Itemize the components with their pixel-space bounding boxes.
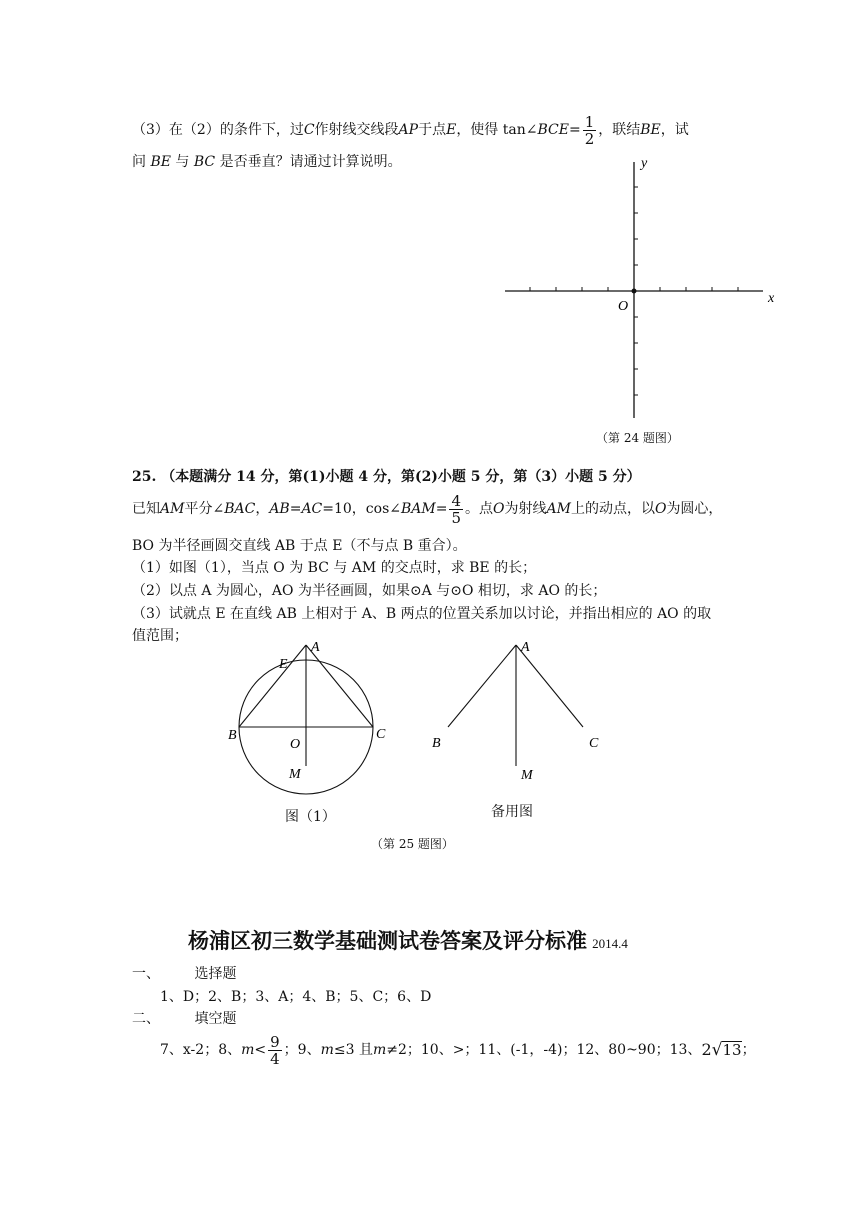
q24-var: C — [303, 122, 315, 138]
q25-text: 为射线 — [504, 501, 547, 517]
q24-text: ，使得 tan∠ — [456, 122, 538, 138]
answer-text: ； — [741, 1042, 756, 1058]
q24-part3-line2 — [132, 152, 402, 172]
section-number: 一、 — [132, 966, 160, 982]
q25-figure-1 — [220, 636, 420, 796]
q24-text: 作射线交线段 — [314, 122, 399, 138]
fraction-one-half — [583, 114, 597, 147]
section-1-answers: 1、D；2、B；3、A；4、B；5、C；6、D — [160, 989, 432, 1005]
answer-var: m — [241, 1042, 255, 1058]
fraction-denominator: 4 — [270, 1049, 280, 1068]
axis-label-y: y — [641, 156, 648, 171]
radical-coefficient: 2 — [701, 1040, 712, 1059]
label-a: A — [311, 640, 320, 655]
q24-caption: （第 24 题图） — [596, 431, 679, 445]
answer-text: ；10、>；11、(-1，-4)；12、80~90；13、 — [406, 1042, 702, 1058]
label-e: E — [279, 657, 288, 672]
q25-var: AM — [546, 501, 571, 517]
spare-figure-caption: 备用图 — [491, 804, 533, 820]
answers-date: 2014.4 — [592, 936, 628, 951]
origin-dot — [632, 289, 637, 294]
q25-text: =10，cos∠ — [322, 501, 401, 517]
section-title: 填空题 — [194, 1011, 237, 1027]
q24-text: 于点 — [418, 122, 447, 138]
q25-spare-figure — [420, 636, 620, 796]
q25-subq3: （3）试就点 E 在直线 AB 上相对于 A、B 两点的位置关系加以讨论，并指出相应的 AO 的取 — [132, 606, 712, 622]
section-1-heading — [132, 964, 236, 984]
label-b: B — [432, 736, 441, 751]
section-number: 二、 — [132, 1011, 160, 1027]
q25-header: 25. （本题满分 14 分，第(1)小题 4 分，第(2)小题 5 分，第（3）小题 5 分） — [132, 469, 641, 485]
q25-text: 为圆心， — [666, 501, 723, 517]
answer-text: ；9、 — [283, 1042, 321, 1058]
segment-ab — [239, 645, 306, 727]
q25-text: 上的动点，以 — [570, 501, 655, 517]
q25-var: O — [654, 501, 667, 517]
fig1-caption: 图（1） — [285, 809, 336, 825]
q24-text: 问 — [132, 154, 151, 170]
q24-var: AP — [398, 122, 419, 138]
fraction-numerator: 4 — [451, 491, 462, 510]
q24-coordinate-figure — [495, 152, 795, 422]
q24-text: = — [568, 122, 581, 138]
answer-text: < — [254, 1042, 267, 1058]
label-o: O — [290, 737, 301, 752]
q24-var: BE — [640, 122, 661, 138]
answer-text: ≠2 — [386, 1042, 407, 1058]
fraction-nine-fourths — [268, 1034, 282, 1067]
q24-text: ，试 — [660, 122, 689, 138]
answer-var: m — [320, 1042, 334, 1058]
q25-caption: （第 25 题图） — [371, 837, 454, 851]
q25-var: AM — [160, 501, 185, 517]
ray-ab — [448, 645, 516, 727]
q25-var: AB=AC — [269, 501, 323, 517]
fraction-four-fifths — [449, 493, 463, 526]
sqrt-icon: √ — [711, 1040, 723, 1060]
answers-title: 杨浦区初三数学基础测试卷答案及评分标准 — [188, 929, 587, 953]
q24-var: BC — [193, 154, 216, 170]
axis-label-x: x — [768, 291, 775, 306]
label-b: B — [228, 728, 237, 743]
label-a: A — [521, 640, 530, 655]
q25-line1 — [132, 490, 722, 528]
label-c: C — [376, 727, 386, 742]
q25-text: 。点 — [465, 501, 494, 517]
q25-var: BAM — [401, 501, 436, 517]
q24-part3-line1 — [132, 112, 689, 148]
q24-var: BCE — [537, 122, 569, 138]
section-title: 选择题 — [194, 966, 237, 982]
q24-var: E — [446, 122, 457, 138]
section-2-heading — [132, 1009, 236, 1029]
ray-ac — [516, 645, 583, 727]
label-c: C — [589, 736, 599, 751]
section-2-answers — [160, 1030, 756, 1070]
q24-var: BE — [150, 154, 171, 170]
answer-text: 7、x-2；8、 — [160, 1042, 242, 1058]
fraction-denominator: 5 — [451, 508, 462, 527]
q25-subq2: （2）以点 A 为圆心，AO 为半径画圆，如果⊙A 与⊙O 相切，求 AO 的长； — [132, 583, 607, 599]
label-m: M — [289, 767, 301, 782]
q25-text: = — [435, 501, 448, 517]
q25-subq1: （1）如图（1），当点 O 为 BC 与 AM 的交点时，求 BE 的长； — [132, 560, 537, 576]
q25-text: 平分∠ — [184, 501, 225, 517]
fraction-numerator: 1 — [584, 112, 595, 131]
q24-text: 与 — [170, 154, 194, 170]
fraction-denominator: 2 — [584, 129, 595, 148]
answer-var: m — [372, 1042, 387, 1058]
answers-title-row — [188, 925, 628, 955]
fraction-numerator: 9 — [270, 1032, 280, 1051]
q24-text: （3）在（2）的条件下，过 — [132, 122, 304, 138]
q25-var: O — [493, 501, 505, 517]
answer-text: ≤3 且 — [333, 1042, 373, 1058]
q25-subq3-cont: 值范围； — [132, 628, 188, 644]
q25-text: 已知 — [132, 501, 160, 517]
q25-text: ， — [255, 501, 270, 517]
q24-text: 是否垂直？请通过计算说明。 — [215, 154, 402, 170]
origin-label: O — [618, 299, 629, 314]
segment-ac — [306, 645, 373, 727]
radicand: 13 — [722, 1041, 742, 1059]
label-m: M — [521, 768, 533, 783]
answer-13 — [701, 1040, 741, 1060]
q25-line2: BO 为半径画圆交直线 AB 于点 E（不与点 B 重合）。 — [132, 538, 467, 554]
q25-var: BAC — [224, 501, 256, 517]
q24-text: ，联结 — [598, 122, 641, 138]
